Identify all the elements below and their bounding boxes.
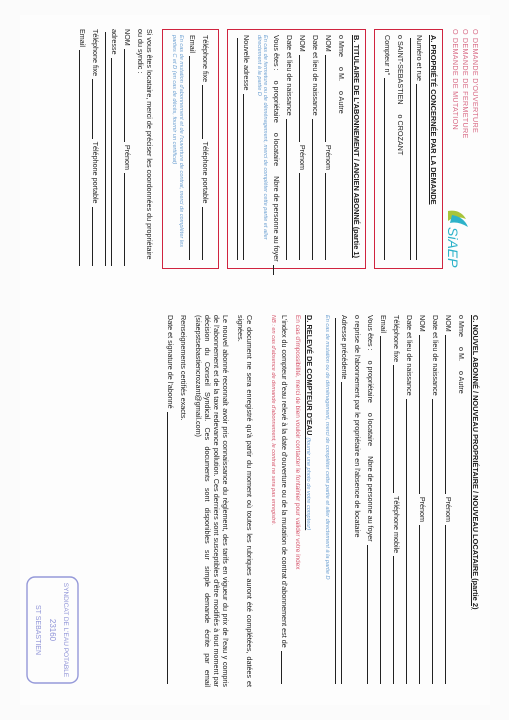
c-email-field[interactable] (379, 336, 380, 684)
section-a-box (373, 29, 442, 269)
commune-saint-sebastien[interactable]: o SAINT-SEBASTIEN (395, 35, 405, 105)
owner-email-field[interactable] (78, 50, 79, 266)
b-nom-label: NOM (324, 35, 333, 52)
b-prenom-label-2: Prénom (298, 144, 307, 170)
c-civility-autre[interactable]: o Autre (456, 370, 466, 394)
c-civility-mme[interactable]: o Mme (456, 315, 466, 337)
c-nom-field[interactable] (444, 335, 445, 494)
c-persons-field[interactable] (366, 545, 367, 684)
b-birth-field-2[interactable] (286, 119, 287, 260)
closing-signature-label: Date et signature de l'abonné (165, 315, 175, 409)
b-note: En cas de fermeture ou de déménagement, merci de compléter cette partie et aller directement à la partie D (255, 35, 268, 240)
c-nom-field-2[interactable] (418, 335, 419, 494)
c-phone-fixed-field[interactable] (392, 365, 393, 493)
section-d-note: NB : en cas d'absence de demande d'abonnement, le contrat ne sera pas enregistré. (269, 315, 276, 526)
b-status-locataire[interactable]: o locataire (272, 132, 281, 167)
b-status-proprietaire[interactable]: o propriétaire (272, 80, 281, 123)
b-civility-m[interactable]: o M. (337, 66, 346, 81)
closing-acknowledge: Le nouvel abonné reconnaît avoir pris connaissance du règlement, des tarifs en vigueur du prix de l'eau y compris de l'abonnement et de la taxe redevance pollution. Ces derniers sont susceptibles d'être modifiés à tout moment par décision du Conseil Syndical. Ces documents sont disponibles sur simple demande écrite par email (siaepstsebastiencrozant@gmail.com) (193, 315, 230, 687)
b-nom-label-2: NOM (298, 35, 307, 52)
section-d-title-note: (fournir une photo de votre compteur) (304, 437, 311, 531)
option-ouverture[interactable]: ODEMANDE D'OUVERTURE (470, 29, 480, 134)
stamp-line-2: 23160 (47, 618, 57, 642)
owner-nom-field[interactable] (123, 49, 124, 142)
official-stamp (25, 575, 80, 685)
owner-email-label: Email (77, 29, 87, 47)
b-new-address-field[interactable] (242, 94, 243, 260)
owner-phone-fixed-field[interactable] (91, 79, 92, 138)
c-prenom-field[interactable] (444, 525, 445, 684)
c-note: En cas de mutation ou de déménagement, merci de compléter cette partie et aller directement à la partie D (323, 315, 330, 580)
owner-prenom-label: Prénom (122, 144, 132, 170)
closing-certified: Renseignements certifiés exacts. (178, 315, 188, 421)
commune-crozant[interactable]: o CROZANT (395, 114, 405, 156)
c-prenom-label-2: Prénom (417, 496, 427, 522)
b-new-address-label: Nouvelle adresse (241, 35, 251, 91)
c-email-label: Email (378, 315, 388, 333)
c-persons-label: Nbre de personne au foyer (365, 456, 375, 542)
c-phone-mobile-label: Téléphone mobile (391, 496, 401, 554)
section-d-index-text: L'index du compteur d'eau relevé à la date d'ouverture ou de la mutation de contrat d'abonnement est de (279, 315, 289, 648)
b-prenom-label: Prénom (324, 144, 333, 170)
logo-text: SiAEP (444, 227, 461, 268)
contact-box (161, 29, 218, 269)
stamp-line-3: ST SEBASTIEN (33, 604, 41, 656)
section-b-box (226, 29, 365, 269)
b-persons-field[interactable] (273, 265, 274, 275)
c-phone-fixed-label: Téléphone fixe (391, 315, 401, 363)
c-prenom-label: Prénom (443, 496, 453, 522)
c-civility-m[interactable]: o M. (456, 346, 466, 361)
b-persons-label: Nbre de personne au foyer (272, 176, 281, 262)
b-civility-autre[interactable]: o Autre (337, 90, 346, 114)
closing-registered: Ce document ne sera enregistré qu'à partir du moment où toutes les rubriques auront été complétées, datées et signées. (235, 315, 254, 687)
b-prenom-field[interactable] (325, 173, 326, 260)
owner-nom-label: NOM (122, 29, 132, 46)
c-status-label: Vous êtes : (365, 315, 375, 351)
right-column (161, 315, 479, 687)
option-mutation[interactable]: ODEMANDE DE MUTATION (450, 29, 460, 130)
address-field[interactable] (415, 84, 416, 260)
c-status-locataire[interactable]: o locataire (365, 412, 375, 447)
owner-adresse-label: adresse (109, 29, 119, 55)
c-prev-address-field[interactable] (340, 382, 341, 684)
b-birth-field[interactable] (312, 119, 313, 260)
section-d-index-field[interactable] (280, 651, 281, 684)
contact-email-field[interactable] (188, 56, 189, 260)
b-prenom-field-2[interactable] (299, 173, 300, 260)
address-label: Numéro et rue (414, 35, 424, 81)
section-d-title (303, 315, 313, 687)
b-birth-label: Date et lieu de naissance (311, 35, 320, 116)
c-prenom-field-2[interactable] (418, 525, 419, 684)
contact-phone-fixed-label: Téléphone fixe (200, 35, 210, 83)
contact-phone-mobile-field[interactable] (201, 207, 202, 260)
stamp-line-1: SYNDICAT DE L'EAU POTABLE (61, 582, 69, 678)
section-c-title: C. NOUVEL ABONNÉ / NOUVEAU PROPRIÉTAIRE / NOUVEAU LOCATAIRE (partie 2) (470, 315, 480, 610)
contact-email-label: Email (187, 35, 197, 53)
c-status-proprietaire[interactable]: o propriétaire (365, 360, 375, 403)
c-birth-field[interactable] (431, 399, 432, 684)
c-nom-label-2: NOM (417, 315, 427, 332)
meter-label: Compteur n° (382, 35, 392, 76)
owner-adresse-field[interactable] (110, 58, 111, 266)
c-prev-address-label: Adresse précédente (339, 315, 349, 380)
c-birth-field-2[interactable] (405, 399, 406, 684)
address-field-2[interactable] (409, 38, 410, 260)
c-takeover-option[interactable]: o reprise de l'abonnement par le propriétaire en l'absence de locataire (352, 315, 362, 538)
left-column (73, 29, 479, 269)
b-status-label: Vous êtes : (272, 35, 281, 71)
option-fermeture[interactable]: ODEMANDE DE FERMETURE (460, 29, 470, 139)
b-civility-mme[interactable]: o Mme (337, 35, 346, 57)
c-birth-label-2: Date et lieu de naissance (404, 315, 414, 396)
c-nom-label: NOM (443, 315, 453, 332)
b-new-address-field-2[interactable] (236, 38, 237, 260)
section-d-warning: En cas d'impossibilité, merci de bien vouloir contacter le fontainier pour valider votre index (293, 315, 301, 570)
owner-adresse-field-2[interactable] (104, 32, 105, 266)
contact-phone-fixed-field[interactable] (201, 85, 202, 138)
contact-note: En cas de mutation d'abonnement et de l'ouverture de contrat, merci de compléter les parties C et D (en cas de décès, fournir un certificat) (170, 35, 184, 248)
c-birth-label: Date et lieu de naissance (430, 315, 440, 396)
rotated-form-sheet (20, 15, 490, 705)
siaep-logo (438, 205, 478, 275)
section-a-title: A. PROPRIÉTÉ CONCERNÉE PAR LA DEMANDE (428, 35, 438, 205)
signature-field[interactable] (166, 412, 167, 684)
b-nom-field[interactable] (325, 55, 326, 142)
owner-phone-mobile-field[interactable] (91, 207, 92, 266)
owner-phone-mobile-label: Téléphone portable (90, 141, 100, 204)
b-nom-field-2[interactable] (299, 55, 300, 142)
owner-prenom-field[interactable] (123, 173, 124, 266)
meter-number-field[interactable] (383, 78, 384, 260)
section-d-title-text: D. RELEVÉ DE COMPTEUR D'EAU (304, 315, 314, 436)
owner-phone-fixed-label: Téléphone fixe (90, 29, 100, 77)
c-prev-address-field-2[interactable] (334, 318, 335, 684)
c-phone-mobile-field[interactable] (392, 556, 393, 684)
contact-phone-mobile-label: Téléphone portable (200, 141, 210, 204)
b-birth-label-2: Date et lieu de naissance (285, 35, 294, 116)
owner-intro: Si vous êtes locataire, merci de préciser les coordonnées du propriétaire ou du syndic : (135, 29, 154, 260)
section-b-title: B. TITULAIRE DE L'ABONNEMENT / ANCIEN ABONNÉ (partie 1) (351, 35, 361, 258)
